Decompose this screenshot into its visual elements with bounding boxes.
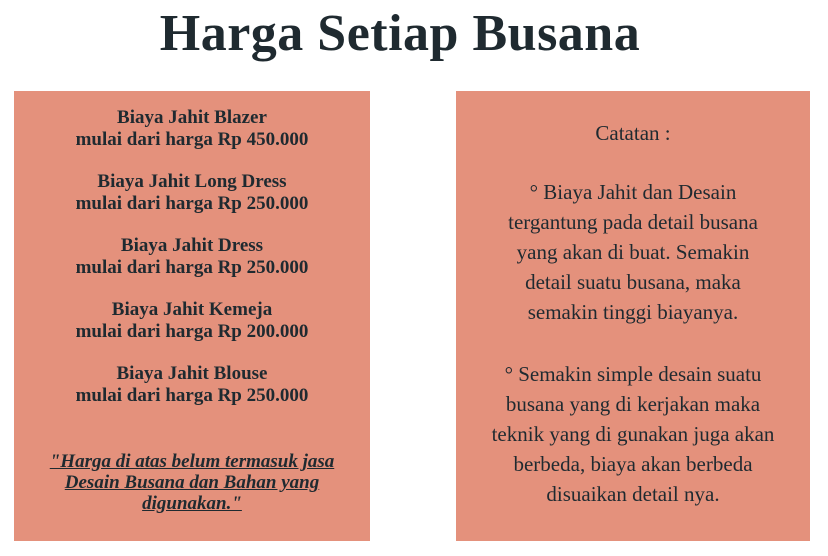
- notes-title: Catatan :: [595, 121, 671, 145]
- price-item-name: Biaya Jahit Kemeja: [111, 299, 273, 320]
- notes-line: tergantung pada detail busana: [508, 210, 758, 234]
- notes-line: ° Biaya Jahit dan Desain: [529, 180, 737, 204]
- notes-panel: [456, 91, 810, 541]
- price-item-name: Biaya Jahit Long Dress: [97, 171, 287, 192]
- notes-line: berbeda, biaya akan berbeda: [513, 452, 753, 476]
- price-item-kemeja: [14, 299, 370, 343]
- notes-line: teknik yang di gunakan juga akan: [491, 422, 775, 446]
- price-list-panel: [14, 91, 370, 541]
- price-item-name: Biaya Jahit Blouse: [116, 363, 268, 384]
- page-title: Harga Setiap Busana: [159, 5, 641, 62]
- price-item-price: mulai dari harga Rp 250.000: [75, 193, 309, 214]
- price-item-dress: [14, 235, 370, 279]
- notes-line: semakin tinggi biayanya.: [527, 300, 739, 324]
- price-item-blazer: [14, 107, 370, 151]
- notes-line: yang akan di buat. Semakin: [516, 240, 750, 264]
- disclaimer-line: "Harga di atas belum termasuk jasa: [49, 451, 335, 472]
- price-item-long-dress: [14, 171, 370, 215]
- disclaimer-line: digunakan.": [142, 493, 242, 514]
- price-disclaimer: [24, 451, 360, 514]
- price-item-price: mulai dari harga Rp 250.000: [75, 385, 309, 406]
- notes-line: ° Semakin simple desain suatu: [504, 362, 762, 386]
- price-item-blouse: [14, 363, 370, 407]
- notes-line: disuaikan detail nya.: [546, 482, 720, 506]
- price-list: [14, 107, 370, 427]
- price-item-price: mulai dari harga Rp 250.000: [75, 257, 309, 278]
- notes-paragraph-2: [456, 359, 810, 509]
- price-item-name: Biaya Jahit Dress: [120, 235, 264, 256]
- notes-line: busana yang di kerjakan maka: [505, 392, 761, 416]
- price-item-price: mulai dari harga Rp 200.000: [75, 321, 309, 342]
- disclaimer-line: Desain Busana dan Bahan yang: [64, 472, 320, 493]
- price-item-price: mulai dari harga Rp 450.000: [75, 129, 309, 150]
- notes-paragraph-1: [456, 177, 810, 327]
- notes-line: detail suatu busana, maka: [525, 270, 741, 294]
- price-item-name: Biaya Jahit Blazer: [117, 107, 267, 128]
